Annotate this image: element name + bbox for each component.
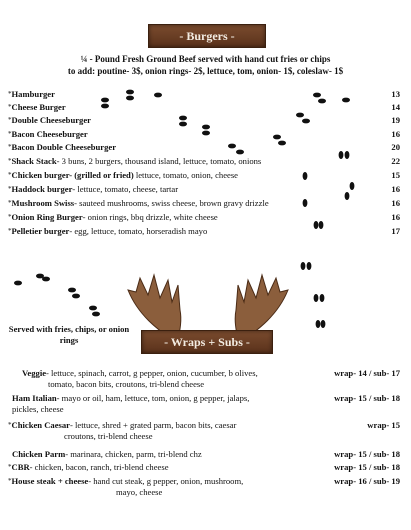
burgers-intro-line2: to add: poutine- 3$, onion rings- 2$, lettuce, tom, onion- 1$, coleslaw- 1$ [67,66,344,76]
wrap-row: *CBR- chicken, bacon, ranch, tri-blend cheese wrap- 15 / sub- 18 [8,462,400,472]
burger-row: *Bacon Double Cheeseburger 20 [8,142,400,152]
burger-row: *Double Cheeseburger 19 [8,115,400,125]
burger-row: *Chicken burger- (grilled or fried) lettuce, tomato, onion, cheese 15 [8,170,400,180]
burger-row: *Haddock burger- lettuce, tomato, cheese, tartar 16 [8,184,400,194]
burger-row: *Mushroom Swiss- sauteed mushrooms, swiss cheese, brown gravy drizzle 16 [8,198,400,208]
burger-row: *Shack Stack- 3 buns, 2 burgers, thousand island, lettuce, tomato, onions 22 [8,156,400,166]
burger-row: *Pelletier burger- egg, lettuce, tomato, horseradish mayo 17 [8,226,400,236]
wrap-row: Veggie- lettuce, spinach, carrot, g pepper, onion, cucumber, b olives, tomato, bacon bits, croutons, tri-blend cheese wrap- 14 / sub- 17 [22,368,400,389]
wrap-row: Ham Italian- mayo or oil, ham, lettuce, tom, onion, g pepper, jalaps, pickles, cheese wrap- 15 / sub- 18 [12,393,400,414]
burger-row: *Bacon Cheeseburger 16 [8,129,400,139]
burger-row: *Hamburger 13 [8,89,400,99]
wrap-row: *Chicken Caesar- lettuce, shred + grated parm, bacon bits, caesar croutons, tri-blend cheese wrap- 15 [8,420,400,441]
burgers-intro-line1: ¼ - Pound Fresh Ground Beef served with hand cut fries or chips [80,54,331,64]
burger-row: *Cheese Burger 14 [8,102,400,112]
served-note: Served with fries, chips, or onion rings [8,324,130,345]
burger-row: *Onion Ring Burger- onion rings, bbq drizzle, white cheese 16 [8,212,400,222]
burgers-banner: - Burgers - [148,24,266,48]
wrap-row: Chicken Parm- marinara, chicken, parm, tri-blend chz wrap- 15 / sub- 18 [12,449,400,459]
wrap-row: *House steak + cheese- hand cut steak, g pepper, onion, mushroom, mayo, cheese wrap- 16 / sub- 19 [8,476,400,497]
wraps-banner: - Wraps + Subs - [141,330,273,354]
